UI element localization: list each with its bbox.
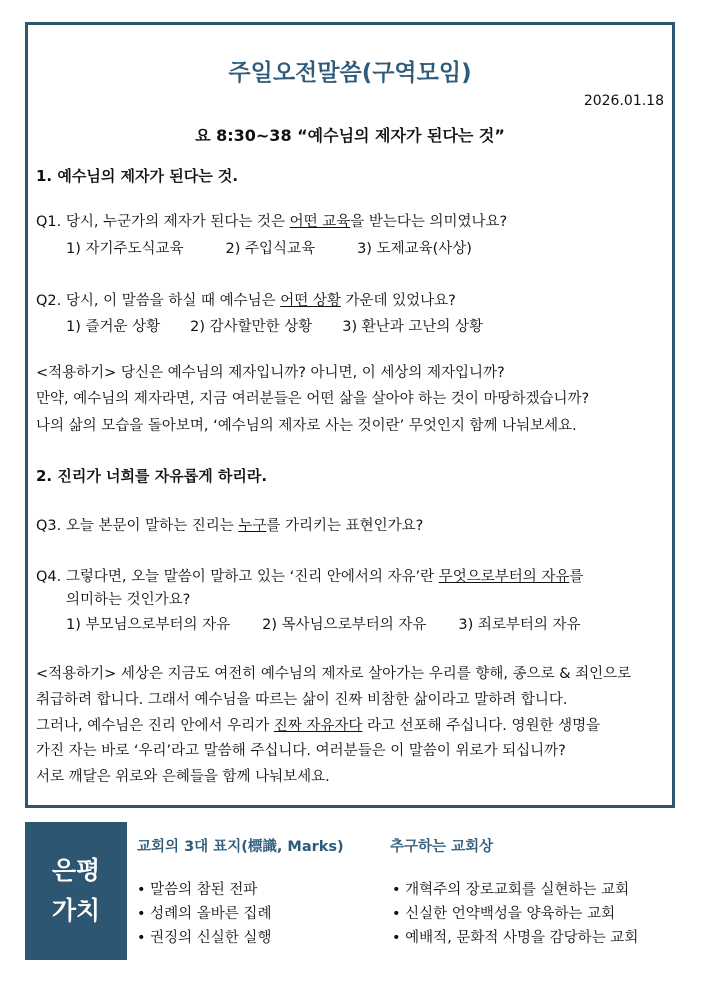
page-title: 주일오전말씀(구역모임) <box>228 60 472 86</box>
apply2-line3-pre: 그러나, 예수님은 진리 안에서 우리가 <box>36 718 274 734</box>
q4-text-post: 를 <box>569 569 584 585</box>
q4-underline: 무엇으로부터의 자유 <box>438 569 570 585</box>
vision-list <box>392 878 638 950</box>
q1-option-3: 3) 도제교육(사상) <box>357 241 472 257</box>
question-3 <box>36 514 423 535</box>
marks-item: • 성례의 올바른 집례 <box>137 902 271 926</box>
q3-text-post: 를 가리키는 표현인가요? <box>266 518 424 534</box>
q3-underline: 누구 <box>238 518 267 534</box>
section2-heading: 2. 진리가 너희를 자유롭게 하리라. <box>36 467 268 485</box>
question-1 <box>36 210 507 231</box>
q2-option-2: 2) 감사할만한 상황 <box>190 319 313 335</box>
badge-line2: 가치 <box>51 896 101 925</box>
apply1-line2: 만약, 예수님의 제자라면, 지금 여러분들은 어떤 삶을 살아야 하는 것이 마땅하겠습니까? <box>36 391 590 407</box>
marks-title: 교회의 3대 표지(標識, Marks) <box>137 839 344 855</box>
q2-option-1: 1) 즐거운 상황 <box>66 319 161 335</box>
values-badge <box>25 822 127 960</box>
q2-text-post: 가운데 있었나요? <box>340 293 456 309</box>
apply2-line1: <적용하기> 세상은 지금도 여전히 예수님의 제자로 살아가는 우리를 향해, 종으로 & 죄인으로 <box>36 666 632 682</box>
vision-item: • 신실한 언약백성을 양육하는 교회 <box>392 902 638 926</box>
question-4 <box>36 565 583 586</box>
marks-item: • 말씀의 참된 전파 <box>137 878 271 902</box>
apply1-line1: <적용하기> 당신은 예수님의 제자입니까? 아니면, 이 세상의 제자입니까? <box>36 365 505 381</box>
q1-underline: 어떤 교육 <box>289 214 351 230</box>
q4-text-pre: Q4. 그렇다면, 오늘 말씀이 말하고 있는 ‘진리 안에서의 자유’란 <box>36 569 439 585</box>
apply2-line5: 서로 깨달은 위로와 은혜들을 함께 나눠보세요. <box>36 769 330 785</box>
marks-list <box>137 878 271 950</box>
q1-option-1: 1) 자기주도식교육 <box>66 241 184 257</box>
date-label: 2026.01.18 <box>583 93 664 109</box>
q2-options <box>66 315 483 336</box>
badge-line1: 은평 <box>51 856 101 885</box>
q4-option-3: 3) 죄로부터의 자유 <box>458 617 581 633</box>
q2-text-pre: Q2. 당시, 이 말씀을 하실 때 예수님은 <box>36 293 281 309</box>
apply2-line2: 취급하려 합니다. 그래서 예수님을 따르는 삶이 진짜 비참한 삶이라고 말하려 합니다. <box>36 692 568 708</box>
q1-text-post: 을 받는다는 의미였나요? <box>350 214 508 230</box>
apply1-line3: 나의 삶의 모습을 돌아보며, ‘예수님의 제자로 사는 것이란’ 무엇인지 함께 나눠보세요. <box>36 418 577 434</box>
apply2-line3 <box>36 714 600 735</box>
apply2-line3-post: 라고 선포해 주십니다. 영원한 생명을 <box>362 718 601 734</box>
q2-underline: 어떤 상황 <box>280 293 341 309</box>
vision-item: • 개혁주의 장로교회를 실현하는 교회 <box>392 878 638 902</box>
scripture-subtitle: 요 8:30~38 “예수님의 제자가 된다는 것” <box>195 126 505 145</box>
q4-option-1: 1) 부모님으로부터의 자유 <box>66 617 231 633</box>
church-values-footer <box>25 822 680 960</box>
vision-item: • 예배적, 문화적 사명을 감당하는 교회 <box>392 926 638 950</box>
q4-text-line2: 의미하는 것인가요? <box>66 592 191 608</box>
q1-option-2: 2) 주입식교육 <box>225 241 316 257</box>
q3-text-pre: Q3. 오늘 본문이 말하는 진리는 <box>36 518 239 534</box>
question-2 <box>36 289 456 310</box>
q4-option-2: 2) 목사님으로부터의 자유 <box>262 617 427 633</box>
q2-option-3: 3) 환난과 고난의 상황 <box>342 319 484 335</box>
worksheet-frame <box>25 22 675 808</box>
q1-options <box>66 237 472 258</box>
q1-text-pre: Q1. 당시, 누군가의 제자가 된다는 것은 <box>36 214 290 230</box>
apply2-line4: 가진 자는 바로 ‘우리’라고 말씀해 주십니다. 여러분들은 이 말씀이 위로가 되십니까? <box>36 743 566 759</box>
vision-title: 추구하는 교회상 <box>390 839 494 855</box>
marks-item: • 권징의 신실한 실행 <box>137 926 271 950</box>
section1-heading: 1. 예수님의 제자가 된다는 것. <box>36 167 239 185</box>
apply2-underline: 진짜 자유자다 <box>273 718 363 734</box>
q4-options <box>66 613 581 634</box>
